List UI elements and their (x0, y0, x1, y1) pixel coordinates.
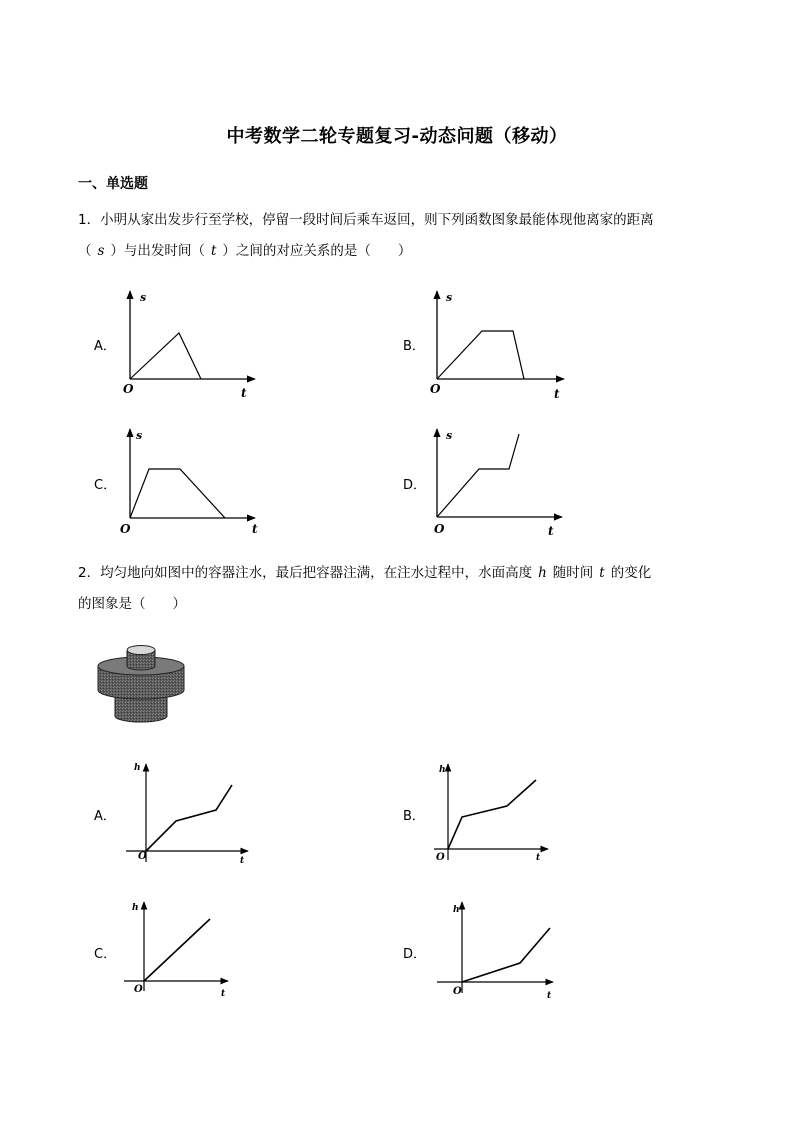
y-axis-label: s (136, 429, 143, 442)
y-axis-label: h (132, 903, 139, 913)
x-axis-label: t (240, 856, 245, 866)
question-text: （ (78, 243, 92, 259)
variable-s: s (97, 243, 105, 259)
origin-label: O (434, 522, 445, 536)
option-b-label[interactable]: B． (403, 809, 425, 824)
q2-option-c-graph (120, 896, 260, 1006)
y-axis-label: h (134, 763, 141, 773)
x-axis-label: t (554, 387, 560, 401)
question-text: 随时间 (552, 565, 594, 581)
question-text: 的图象是（ ） (78, 596, 186, 612)
x-axis-label: t (536, 853, 541, 863)
cylindrical-container-icon (95, 642, 195, 727)
question-number: 2． (78, 565, 101, 581)
y-axis-label: h (439, 765, 446, 775)
x-axis-label: t (252, 522, 258, 536)
x-axis-label: t (547, 991, 552, 1001)
question-2-text (78, 558, 718, 620)
x-axis-label: t (221, 989, 226, 999)
option-d-label[interactable]: D． (403, 478, 427, 493)
q1-option-a-graph (115, 285, 265, 405)
question-text: 均匀地向如图中的容器注水，最后把容器注满，在注水过程中，水面高度 (100, 565, 533, 581)
question-text: ）之间的对应关系的是（ ） (222, 243, 412, 259)
y-axis-label: s (446, 291, 453, 304)
origin-label: O (430, 382, 441, 396)
q1-option-b-graph (422, 285, 572, 405)
q1-option-c-graph (115, 423, 265, 543)
origin-label: O (123, 382, 134, 396)
x-axis-label: t (548, 524, 554, 538)
option-a-label[interactable]: A． (94, 809, 116, 824)
y-axis-label: h (453, 905, 460, 915)
variable-h: h (538, 565, 547, 581)
origin-label: O (120, 522, 131, 536)
option-a-label[interactable]: A． (94, 339, 116, 354)
origin-label: O (453, 986, 462, 997)
q2-option-b-graph (430, 758, 570, 868)
page-title: 中考数学二轮专题复习-动态问题（移动） (226, 126, 568, 147)
question-1-text (78, 205, 718, 267)
x-axis-label: t (241, 386, 247, 400)
question-text: 小明从家出发步行至学校，停留一段时间后乘车返回，则下列函数图象最能体现他离家的距离 (100, 212, 654, 228)
y-axis-label: s (140, 291, 147, 304)
question-text: 的变化 (610, 565, 652, 581)
question-text: ）与出发时间（ (110, 243, 205, 259)
variable-t: t (210, 243, 217, 259)
q1-option-d-graph (422, 423, 572, 543)
section-heading: 一、单选题 (78, 176, 148, 192)
origin-label: O (436, 852, 445, 863)
origin-label: O (138, 851, 147, 862)
origin-label: O (134, 984, 143, 995)
question-number: 1． (78, 212, 101, 228)
option-b-label[interactable]: B． (403, 339, 425, 354)
option-d-label[interactable]: D． (403, 947, 427, 962)
q2-option-d-graph (433, 896, 573, 1006)
y-axis-label: s (446, 429, 453, 442)
variable-t: t (599, 565, 605, 581)
option-c-label[interactable]: C． (94, 947, 117, 962)
q2-option-a-graph (120, 758, 260, 868)
option-c-label[interactable]: C． (94, 478, 117, 493)
